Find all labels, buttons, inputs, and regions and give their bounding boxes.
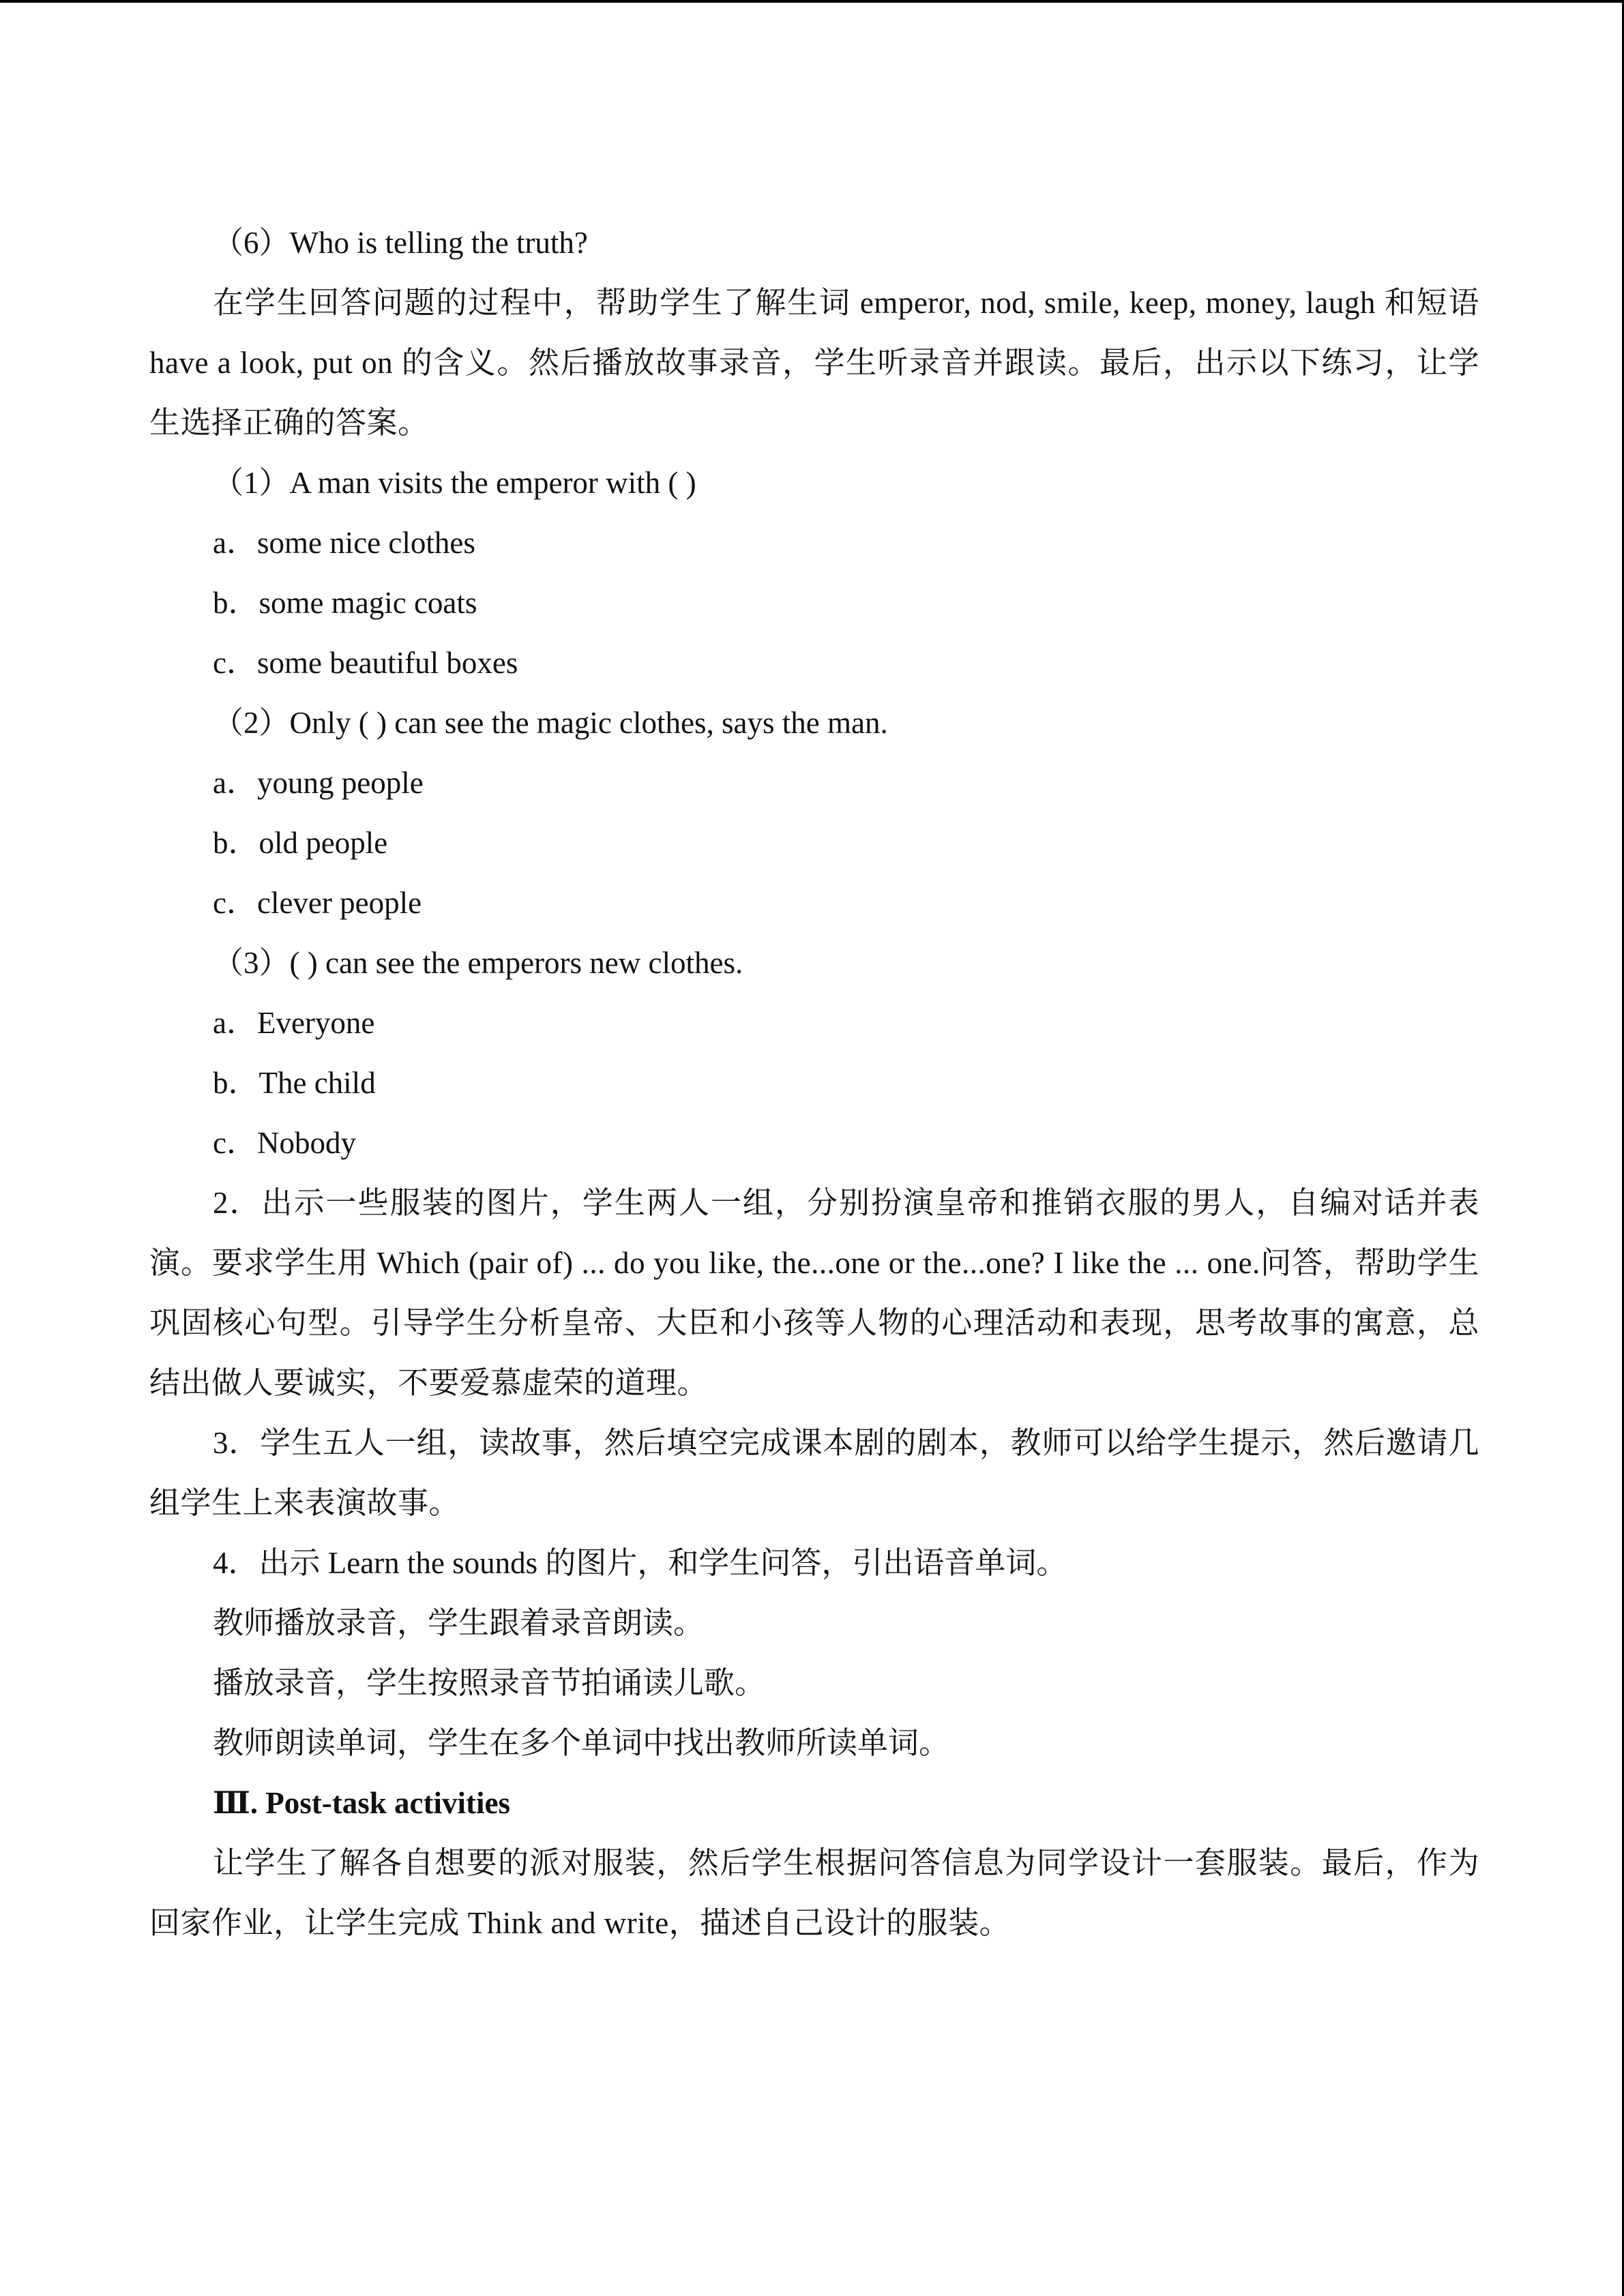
exercise-3-option-c: c．Nobody: [213, 1126, 356, 1160]
question-6: （6）Who is telling the truth?: [213, 226, 588, 260]
step-3-paragraph: 3．学生五人一组，读故事，然后填空完成课本剧的剧本，教师可以给学生提示，然后邀请几组学生上来表演故事。: [149, 1426, 1479, 1520]
exercise-2-option-a: a．young people: [213, 766, 424, 800]
page-top-border: [0, 0, 1624, 3]
exercise-1-question: （1）A man visits the emperor with ( ): [213, 466, 696, 500]
exercise-2-option-c: c．clever people: [213, 886, 422, 920]
sounds-step-2: 播放录音，学生按照录音节拍诵读儿歌。: [213, 1666, 766, 1700]
exercise-3-option-b: b．The child: [213, 1066, 376, 1100]
exercise-2-option-b: b．old people: [213, 826, 388, 860]
exercise-3-option-a: a．Everyone: [213, 1006, 375, 1040]
vocabulary-paragraph: 在学生回答问题的过程中，帮助学生了解生词 emperor, nod, smile, keep, money, laugh 和短语 have a look, put on 的含义。然后播放故事录音，学生听录音并跟读。最后，出示以下练习，让学生选择正确的答案。: [149, 286, 1479, 440]
exercise-1-option-a: a．some nice clothes: [213, 526, 475, 560]
exercise-1-option-b: b．some magic coats: [213, 586, 477, 620]
section-heading-post-task: Ⅲ. Post-task activities: [213, 1786, 510, 1820]
step-2-paragraph: 2．出示一些服装的图片，学生两人一组，分别扮演皇帝和推销衣服的男人，自编对话并表演。要求学生用 Which (pair of) ... do you like, the...one or the...one? I like the ... one.问答，帮助学生巩固核心句型。引导学生分析皇帝、大臣和小孩等人物的心理活动和表现，思考故事的寓意，总结出做人要诚实，不要爱慕虚荣的道理。: [149, 1186, 1479, 1400]
exercise-2-question: （2）Only ( ) can see the magic clothes, says the man.: [213, 706, 888, 740]
sounds-step-1: 教师播放录音，学生跟着录音朗读。: [213, 1606, 705, 1640]
sounds-step-3: 教师朗读单词，学生在多个单词中找出教师所读单词。: [213, 1726, 950, 1760]
post-task-paragraph: 让学生了解各自想要的派对服装，然后学生根据问答信息为同学设计一套服装。最后，作为回家作业，让学生完成 Think and write，描述自己设计的服装。: [149, 1846, 1479, 1940]
exercise-1-option-c: c．some beautiful boxes: [213, 646, 518, 680]
step-4-paragraph: 4．出示 Learn the sounds 的图片，和学生问答，引出语音单词。: [213, 1546, 1067, 1580]
document-page: [149, 213, 1479, 1953]
exercise-3-question: （3）( ) can see the emperors new clothes.: [213, 946, 743, 980]
